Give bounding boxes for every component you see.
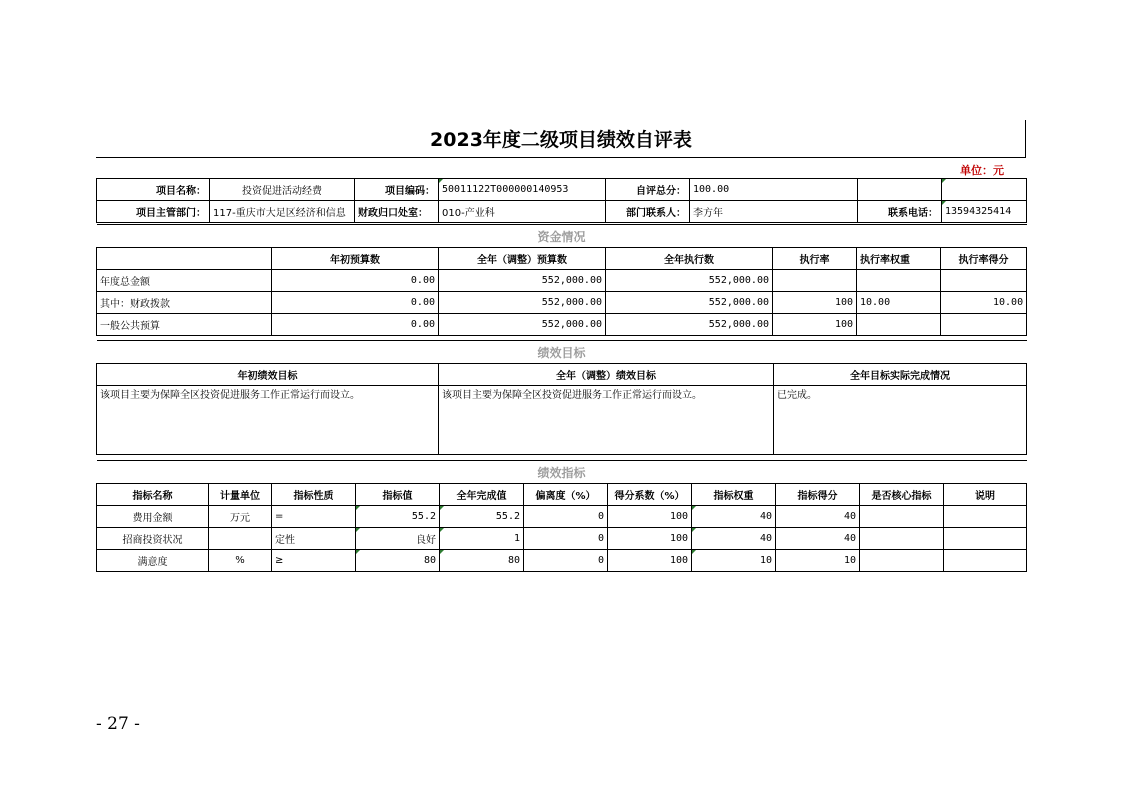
indicator-core bbox=[860, 528, 944, 550]
funds-header: 执行率权重 bbox=[857, 248, 941, 270]
project-name-label: 项目名称： bbox=[97, 179, 210, 201]
form-title: 2023年度二级项目绩效自评表 bbox=[430, 129, 692, 151]
adjusted-goal-text: 该项目主要为保障全区投资促进服务工作正常运行而设立。 bbox=[439, 386, 774, 455]
row-label: 一般公共预算 bbox=[97, 314, 272, 336]
contact-label: 部门联系人： bbox=[606, 201, 690, 223]
indicator-nature: = bbox=[272, 506, 356, 528]
department-value: 117-重庆市大足区经济和信息 bbox=[210, 201, 355, 223]
goals-section-title: 绩效目标 bbox=[97, 341, 1027, 364]
indicator-header: 计量单位 bbox=[209, 484, 272, 506]
indicator-core bbox=[860, 550, 944, 572]
page-number: - 27 - bbox=[96, 714, 140, 734]
indicator-name: 满意度 bbox=[97, 550, 209, 572]
indicator-deviation: 0 bbox=[524, 528, 608, 550]
indicator-coefficient: 100 bbox=[608, 550, 692, 572]
indicator-score: 10 bbox=[776, 550, 860, 572]
rate-score bbox=[941, 270, 1027, 292]
indicator-header: 是否核心指标 bbox=[860, 484, 944, 506]
indicator-note bbox=[944, 550, 1027, 572]
goals-header: 全年目标实际完成情况 bbox=[774, 364, 1027, 386]
indicator-header: 全年完成值 bbox=[440, 484, 524, 506]
indicator-weight: 10 bbox=[692, 550, 776, 572]
empty-cell bbox=[97, 248, 272, 270]
project-code-label: 项目编码： bbox=[355, 179, 439, 201]
rate-weight bbox=[857, 314, 941, 336]
score-total-label: 自评总分： bbox=[606, 179, 690, 201]
execution-rate: 100 bbox=[773, 292, 857, 314]
indicator-target: 55.2 bbox=[356, 506, 440, 528]
funds-header: 执行率 bbox=[773, 248, 857, 270]
phone-label: 联系电话： bbox=[858, 201, 942, 223]
empty-cell bbox=[942, 179, 1027, 201]
rate-weight: 10.00 bbox=[857, 292, 941, 314]
initial-budget: 0.00 bbox=[272, 270, 439, 292]
indicator-header: 指标值 bbox=[356, 484, 440, 506]
indicator-coefficient: 100 bbox=[608, 506, 692, 528]
indicator-header: 说明 bbox=[944, 484, 1027, 506]
rate-score bbox=[941, 314, 1027, 336]
finance-office-label: 财政归口处室： bbox=[355, 201, 439, 223]
indicator-target: 80 bbox=[356, 550, 440, 572]
indicator-unit: % bbox=[209, 550, 272, 572]
execution-rate: 100 bbox=[773, 314, 857, 336]
finance-office-value: 010-产业科 bbox=[439, 201, 606, 223]
adjusted-budget: 552,000.00 bbox=[439, 270, 606, 292]
table-row bbox=[97, 270, 1027, 292]
initial-goal-text: 该项目主要为保障全区投资促进服务工作正常运行而设立。 bbox=[97, 386, 439, 455]
indicator-header: 指标性质 bbox=[272, 484, 356, 506]
executed-amount: 552,000.00 bbox=[606, 314, 773, 336]
indicator-name: 费用金额 bbox=[97, 506, 209, 528]
indicator-actual: 80 bbox=[440, 550, 524, 572]
goals-table bbox=[96, 340, 1027, 455]
rate-score: 10.00 bbox=[941, 292, 1027, 314]
indicator-name: 招商投资状况 bbox=[97, 528, 209, 550]
table-row bbox=[97, 292, 1027, 314]
empty-cell bbox=[858, 179, 942, 201]
indicator-coefficient: 100 bbox=[608, 528, 692, 550]
adjusted-budget: 552,000.00 bbox=[439, 292, 606, 314]
indicator-actual: 1 bbox=[440, 528, 524, 550]
funds-header: 全年（调整）预算数 bbox=[439, 248, 606, 270]
title-divider bbox=[96, 157, 1026, 158]
funds-table bbox=[96, 224, 1027, 336]
score-total-value: 100.00 bbox=[690, 179, 858, 201]
executed-amount: 552,000.00 bbox=[606, 270, 773, 292]
indicator-header: 偏离度（%） bbox=[524, 484, 608, 506]
indicator-note bbox=[944, 528, 1027, 550]
indicator-nature: 定性 bbox=[272, 528, 356, 550]
initial-budget: 0.00 bbox=[272, 292, 439, 314]
indicator-header: 指标名称 bbox=[97, 484, 209, 506]
project-name-value: 投资促进活动经费 bbox=[210, 179, 355, 201]
execution-rate bbox=[773, 270, 857, 292]
indicator-core bbox=[860, 506, 944, 528]
indicators-table bbox=[96, 460, 1027, 572]
indicator-header: 得分系数（%） bbox=[608, 484, 692, 506]
funds-header: 执行率得分 bbox=[941, 248, 1027, 270]
indicator-weight: 40 bbox=[692, 528, 776, 550]
indicator-unit bbox=[209, 528, 272, 550]
contact-value: 李方年 bbox=[690, 201, 858, 223]
indicator-target: 良好 bbox=[356, 528, 440, 550]
indicator-deviation: 0 bbox=[524, 506, 608, 528]
indicator-score: 40 bbox=[776, 506, 860, 528]
table-row bbox=[97, 528, 1027, 550]
goals-header: 年初绩效目标 bbox=[97, 364, 439, 386]
indicator-header: 指标得分 bbox=[776, 484, 860, 506]
indicator-header: 指标权重 bbox=[692, 484, 776, 506]
funds-header: 全年执行数 bbox=[606, 248, 773, 270]
indicator-unit: 万元 bbox=[209, 506, 272, 528]
department-label: 项目主管部门： bbox=[97, 201, 210, 223]
rate-weight bbox=[857, 270, 941, 292]
row-label: 其中：财政拨款 bbox=[97, 292, 272, 314]
executed-amount: 552,000.00 bbox=[606, 292, 773, 314]
table-row bbox=[97, 314, 1027, 336]
indicator-deviation: 0 bbox=[524, 550, 608, 572]
project-code-value: 50011122T000000140953 bbox=[439, 179, 606, 201]
indicator-actual: 55.2 bbox=[440, 506, 524, 528]
funds-section-title: 资金情况 bbox=[97, 225, 1027, 248]
indicator-weight: 40 bbox=[692, 506, 776, 528]
indicator-score: 40 bbox=[776, 528, 860, 550]
indicator-nature: ≥ bbox=[272, 550, 356, 572]
table-row bbox=[97, 506, 1027, 528]
project-info-table bbox=[96, 178, 1027, 223]
initial-budget: 0.00 bbox=[272, 314, 439, 336]
adjusted-budget: 552,000.00 bbox=[439, 314, 606, 336]
indicator-note bbox=[944, 506, 1027, 528]
unit-label: 单位：元 bbox=[960, 164, 1004, 177]
indicators-section-title: 绩效指标 bbox=[97, 461, 1027, 484]
phone-value: 13594325414 bbox=[942, 201, 1027, 223]
row-label: 年度总金额 bbox=[97, 270, 272, 292]
funds-header: 年初预算数 bbox=[272, 248, 439, 270]
actual-completion-text: 已完成。 bbox=[774, 386, 1027, 455]
goals-header: 全年（调整）绩效目标 bbox=[439, 364, 774, 386]
table-row bbox=[97, 550, 1027, 572]
